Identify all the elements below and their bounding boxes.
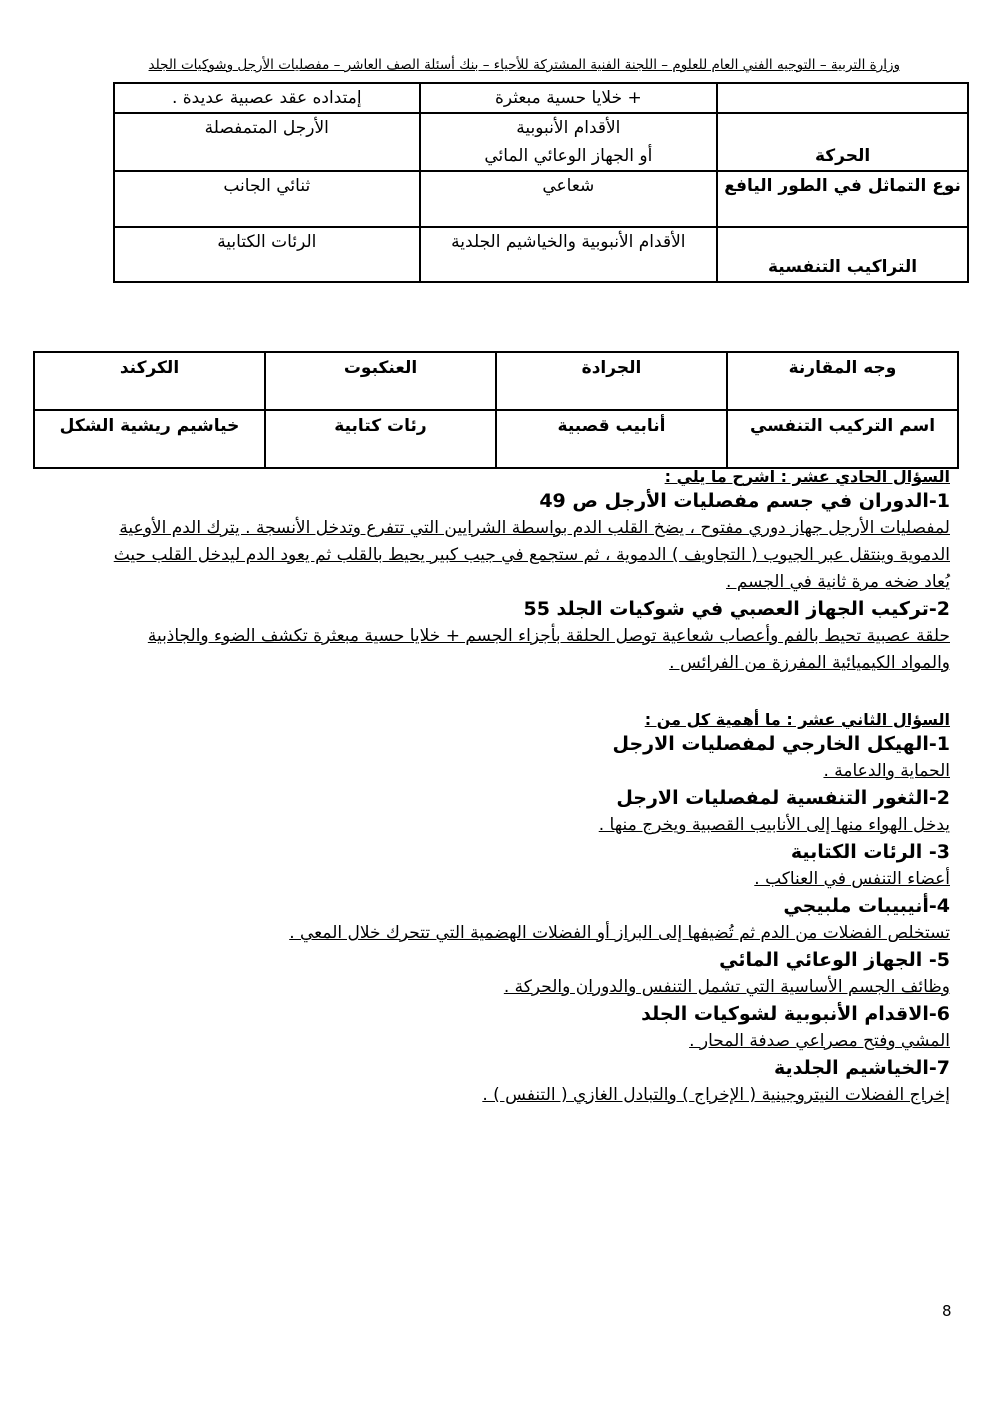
q12-item6-heading: 6-الاقدام الأنبوبية لشوكيات الجلد (641, 1003, 950, 1025)
table1-row4-left: الرئات الكتابية (114, 227, 420, 282)
q12-item4-answer: تستخلص الفضلات من الدم ثم تُضيفها إلى البراز أو الفضلات الهضمية التي تتحرك خلال المعي . (289, 923, 950, 943)
q11-item2-heading: 2-تركيب الجهاز العصبي في شوكيات الجلد 55 (523, 598, 950, 620)
table2-cell-locust: أنابيب قصبية (496, 410, 727, 468)
q11-item2-line1: حلقة عصبية تحيط بالفم وأعصاب شعاعية توصل الحلقة بأجزاء الجسم + خلايا حسية مبعثرة تكشف الضوء والجاذبية (147, 626, 950, 646)
table1-row2-mid (420, 113, 718, 171)
table1-row3-label: نوع التماثل في الطور اليافع (717, 171, 968, 227)
table1-row1-mid: + خلايا حسية مبعثرة (420, 83, 718, 113)
table1-row2-left: الأرجل المتمفصلة (114, 113, 420, 171)
q12-item5-heading: 5- الجهاز الوعائي المائي (719, 949, 950, 971)
table2-cell-criterion: اسم التركيب التنفسي (727, 410, 958, 468)
table1-row1-label (717, 83, 968, 113)
table1-row1-left: إمتداده عقد عصبية عديدة . (114, 83, 420, 113)
table1-row3-mid: شعاعي (420, 171, 718, 227)
table1-row2-label: الحركة (717, 113, 968, 171)
table2-header-criterion: وجه المقارنة (727, 352, 958, 410)
page-header: وزارة التربية – التوجيه الفني العام للعلوم – اللجنة الفنية المشتركة للأحياء – بنك أسئلة الصف العاشر – مفصليات الأرجل وشوكيات الجلد (148, 57, 900, 73)
q11-item1-line1: لمفصليات الأرجل جهاز دوري مفتوح ، يضخ القلب الدم بواسطة الشرايين التي تتفرع وتدخل الأنسجة . يترك الدم الأوعية (119, 518, 950, 538)
question-12 (50, 709, 950, 1109)
q11-item1-line2: الدموية وينتقل عبر الجيوب ( التجاويف ) الدموية ، ثم ستجمع في جيب كبير يحيط بالقلب ثم يعود الدم ليدخل القلب حيث (113, 545, 950, 565)
table1-row3-left: ثنائي الجانب (114, 171, 420, 227)
question-12-title: السؤال الثاني عشر : ما أهمية كل من : (644, 710, 950, 729)
q12-item1-answer: الحماية والدعامة . (823, 761, 950, 781)
table1-row4-mid: الأقدام الأنبوبية والخياشيم الجلدية (420, 227, 718, 282)
table2-cell-spider: رئات كتابية (265, 410, 496, 468)
q12-item3-answer: أعضاء التنفس في العناكب . (754, 869, 950, 889)
table2-cell-lobster: خياشيم ريشية الشكل (34, 410, 265, 468)
q11-item2-line2: والمواد الكيميائية المفرزة من الفرائس . (669, 653, 950, 673)
q12-item7-answer: إخراج الفضلات النيتروجينية ( الإخراج ) والتبادل الغازي ( التنفس ) . (482, 1085, 950, 1105)
q11-item1-heading: 1-الدوران في جسم مفصليات الأرجل ص 49 (539, 490, 950, 512)
table1-row2-mid-line1: الأقدام الأنبوبية (516, 118, 621, 138)
table1-row2-mid-line2: أو الجهاز الوعائي المائي (484, 146, 653, 166)
table2-header-lobster: الكركند (34, 352, 265, 410)
q11-item1-line3: يُعاد ضخه مرة ثانية في الجسم . (726, 572, 950, 592)
q12-item7-heading: 7-الخياشيم الجلدية (773, 1057, 950, 1079)
q12-item3-heading: 3- الرئات الكتابية (790, 841, 950, 863)
q12-item4-heading: 4-أنيبيبات ملبيجي (783, 895, 950, 917)
q12-item1-heading: 1-الهيكل الخارجي لمفصليات الارجل (612, 733, 950, 755)
question-11 (50, 466, 950, 677)
table2-header-locust: الجرادة (496, 352, 727, 410)
q12-item2-answer: يدخل الهواء منها إلى الأنابيب القصبية ويخرج منها . (598, 815, 950, 835)
q12-item5-answer: وظائف الجسم الأساسية التي تشمل التنفس والدوران والحركة . (503, 977, 950, 997)
q12-item2-heading: 2-الثغور التنفسية لمفصليات الارجل (616, 787, 950, 809)
page-number: 8 (942, 1302, 952, 1320)
q12-item6-answer: المشي وفتح مصراعي صدفة المحار . (689, 1031, 950, 1051)
table1-row4-label: التراكيب التنفسية (717, 227, 968, 282)
respiratory-structure-table (33, 351, 959, 469)
table2-header-spider: العنكبوت (265, 352, 496, 410)
comparison-table-continued (113, 82, 969, 283)
question-11-title: السؤال الحادي عشر : اشرح ما يلي : (664, 467, 950, 486)
